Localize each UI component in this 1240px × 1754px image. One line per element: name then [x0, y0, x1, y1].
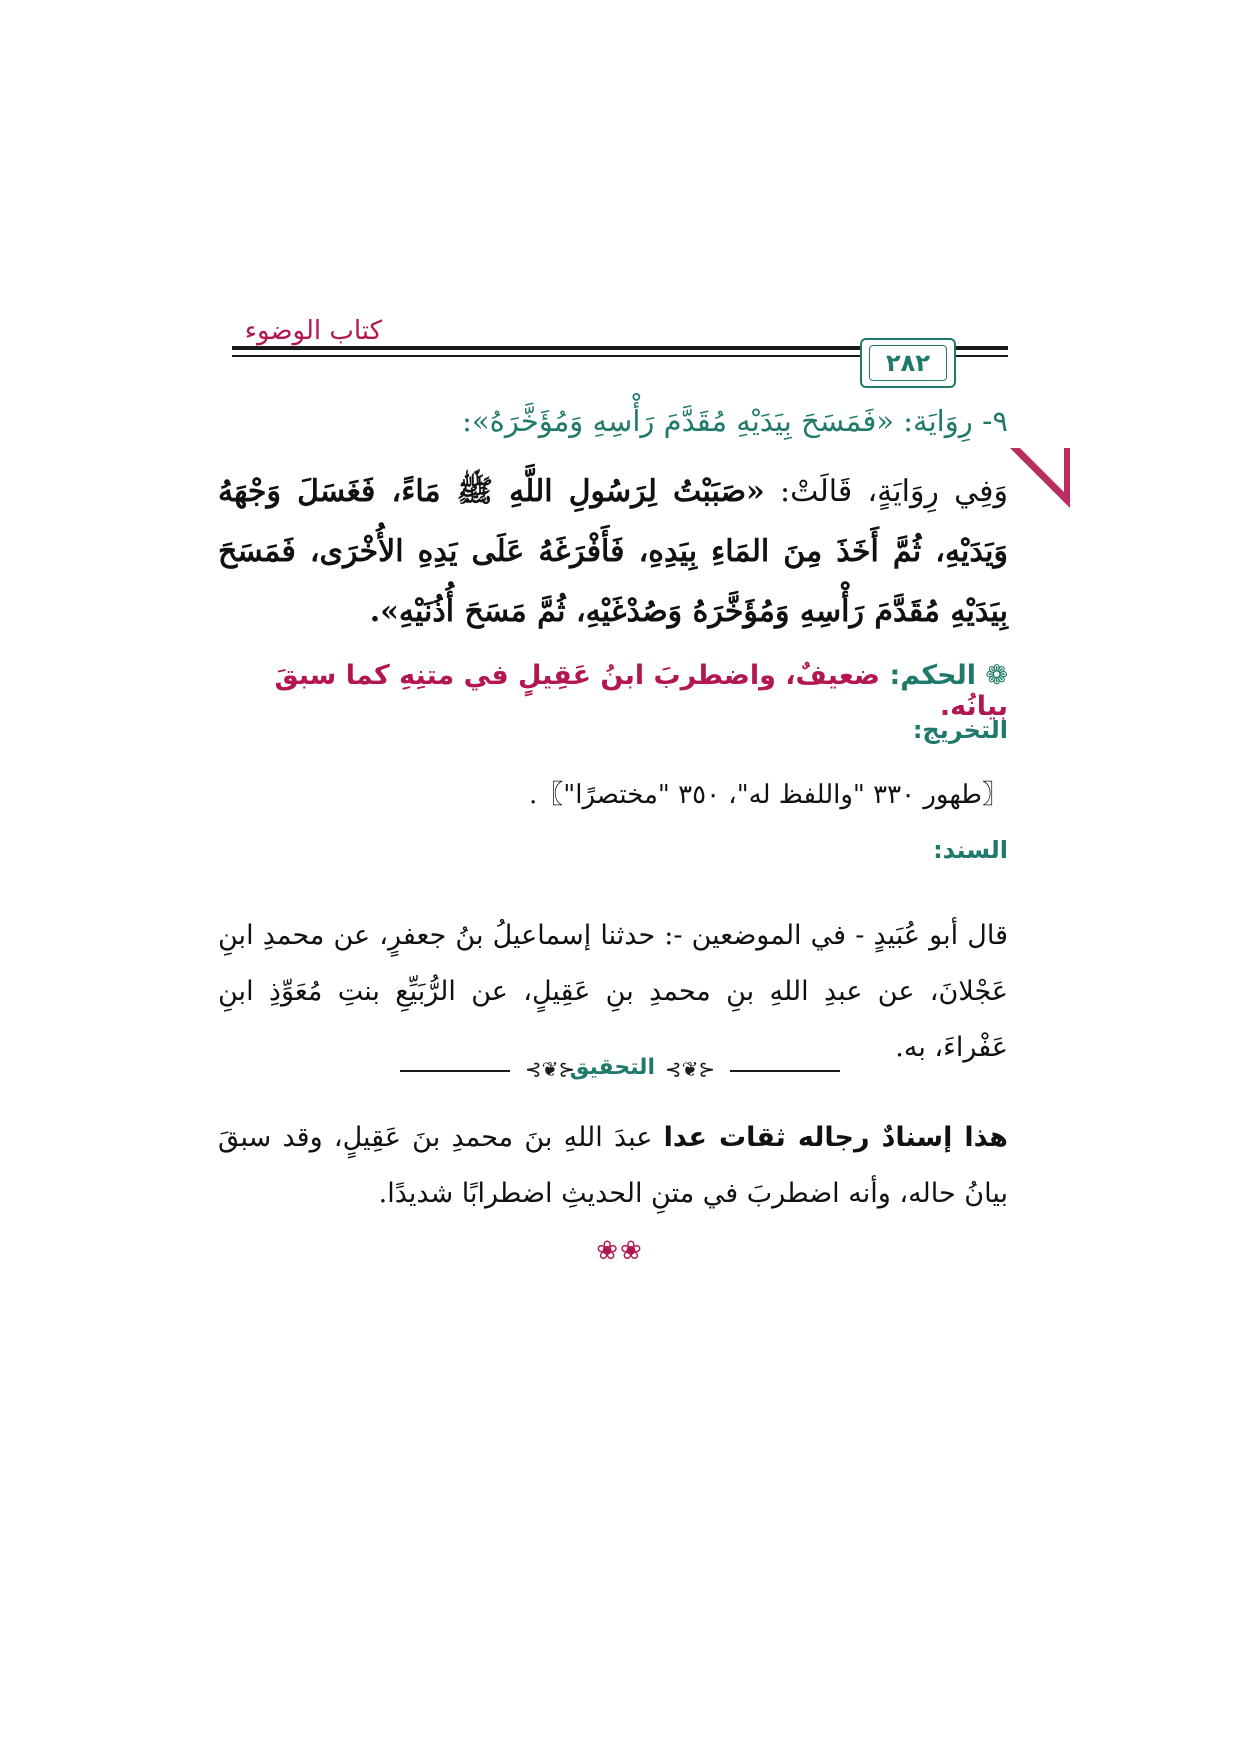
divider-ornament-right-icon: ⊰❦⊱: [664, 1057, 716, 1081]
book-title: كتاب الوضوء: [244, 316, 382, 346]
sanad-text: قال أبو عُبَيدٍ - في الموضعين -: حدثنا إسماعيلُ بنُ جعفرٍ، عن محمدِ ابنِ عَجْلانَ، عن عبدِ اللهِ بنِ محمدِ بنِ عَقِيلٍ، عن الرُّبَيِّعِ بنتِ مُعَوِّذِ ابنِ عَفْراءَ، به.: [218, 920, 1008, 1063]
divider-line-right: [730, 1070, 840, 1072]
tahqiq-title: التحقيق: [569, 1055, 655, 1080]
ruling-label: الحكم:: [889, 660, 976, 691]
tahqiq-text: [218, 1110, 1008, 1222]
end-ornament-glyph: ❀❀: [596, 1236, 644, 1266]
ruling-text: ضعيفٌ، واضطربَ ابنُ عَقِيلٍ في متنِهِ كما سبقَ بيانُه.: [274, 660, 1008, 722]
section-number: ٩-: [981, 404, 1008, 438]
section-title: رِوَايَة: «فَمَسَحَ بِيَدَيْهِ مُقَدَّمَ رَأْسِهِ وَمُؤَخَّرَهُ»:: [462, 404, 973, 438]
flower-ornament-icon: ❁: [985, 660, 1008, 691]
end-ornament-icon: [570, 1236, 670, 1266]
page-number: ٢٨٢: [869, 345, 947, 381]
hadith-text: [218, 462, 1008, 642]
section-heading: [228, 404, 1008, 438]
divider-line-left: [400, 1070, 510, 1072]
ruling-line: [218, 660, 1008, 722]
hadith-intro: وَفِي رِوَايَةٍ، قَالَتْ:: [764, 474, 1008, 509]
corner-ornament-inner: [1020, 448, 1064, 492]
takhrij-label: التخريج:: [912, 716, 1008, 744]
page-number-frame: [860, 338, 956, 388]
sanad-label: السند:: [933, 836, 1008, 864]
tahqiq-bold: هذا إسنادٌ رجاله ثقات عدا: [663, 1122, 1008, 1153]
section-divider: [400, 1055, 840, 1085]
tahqiq-body: عبدَ اللهِ بنَ محمدِ بنَ عَقِيلٍ، وقد سبقَ بيانُ حاله، وأنه اضطربَ في متنِ الحديثِ اضطرابًا شديدًا.: [218, 1122, 1008, 1209]
takhrij-text: 〖طهور ٣٣٠ "واللفظ له"، ٣٥٠ "مختصرًا"〗.: [529, 780, 1008, 810]
divider-ornament-left-icon: ⊰❦⊱: [524, 1057, 576, 1081]
hadith-matn: «صَبَبْتُ لِرَسُولِ اللَّهِ ﷺ مَاءً، فَغَسَلَ وَجْهَهُ وَيَدَيْهِ، ثُمَّ أَخَذَ مِنَ المَاءِ بِيَدِهِ، فَأَفْرَغَهُ عَلَى يَدِهِ الأُخْرَى، فَمَسَحَ بِيَدَيْهِ مُقَدَّمَ رَأْسِهِ وَمُؤَخَّرَهُ وَصُدْغَيْهِ، ثُمَّ مَسَحَ أُذُنَيْهِ».: [218, 474, 1008, 629]
